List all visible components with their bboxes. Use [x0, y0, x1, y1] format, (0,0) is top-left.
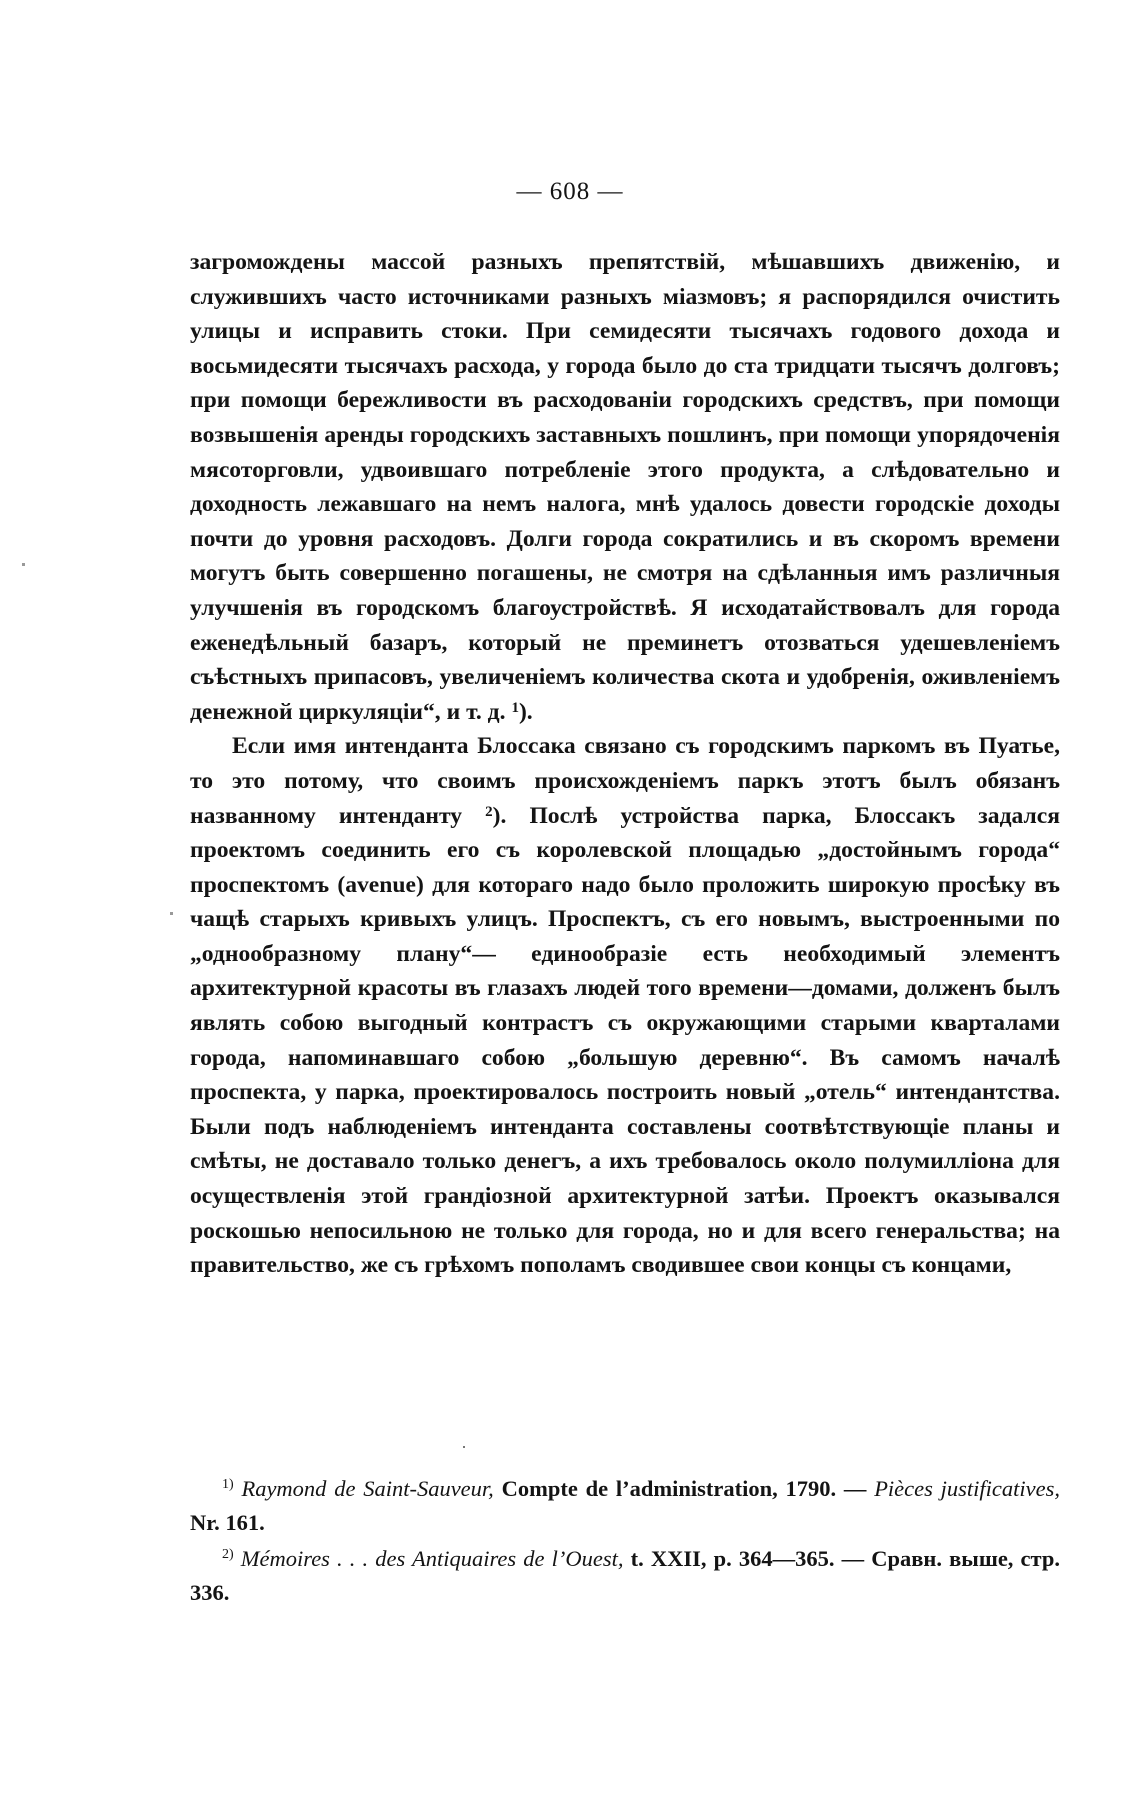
footnote-reference: t. XXII, p. 364—365. — Сравн. выше, стр. 336.: [190, 1546, 1061, 1605]
footnote-separator-dot: [463, 1446, 465, 1448]
footnote-ref: 2: [485, 803, 493, 820]
footnote-author: Raymond de Saint-Sauveur,: [241, 1476, 494, 1501]
paragraph-text: ).: [518, 698, 533, 725]
footnote: [190, 1542, 1060, 1610]
paragraph-text: Если имя интенданта Блоссака связано съ городскимъ паркомъ въ Пуатье, то это потому, что своимъ происхожденіемъ паркъ этотъ былъ обязанъ названному интенданту: [190, 733, 1060, 829]
footnote: [190, 1472, 1060, 1540]
scan-speck: [170, 912, 173, 915]
scan-speck: [22, 563, 25, 566]
paragraph-text: загромождены массой разныхъ препятствій, мѣшавшихъ движенію, и служившихъ часто источниками разныхъ міазмовъ; я распорядился очистить улицы и исправить стоки. При семидесяти тысячахъ годового дохода и восьмидесяти тысячахъ расхода, у города было до ста тридцати тысячъ долговъ; при помощи бережливости въ расходованіи городскихъ средствъ, при помощи возвышенія аренды городскихъ заставныхъ пошлинъ, при помощи упорядоченія мясоторговли, удвоившаго потребленіе этого продукта, а слѣдовательно и доходность лежавшаго на немъ налога, мнѣ удалось довести городскіе доходы почти до уровня расходовъ. Долги города сократились и въ скоромъ времени могутъ быть совершенно погашены, не смотря на сдѣланныя имъ различныя улучшенія въ городскомъ благоустройствѣ. Я исходатайствовалъ для города еженедѣльный базаръ, который не преминетъ отозваться удешевленіемъ съѣстныхъ припасовъ, увеличеніемъ количества скота и удобренія, оживленіемъ денежной циркуляціи“, и т. д.: [190, 249, 1060, 725]
paragraph: [190, 245, 1060, 729]
paragraph-text: ). Послѣ устройства парка, Блоссакъ задался проектомъ соединить его съ королевской площадью „достойнымъ города“ проспектомъ (avenue) для котораго надо было проложить широкую просѣку въ чащѣ старыхъ кривыхъ улицъ. Проспектъ, съ его новымъ, выстроенными по „однообразному плану“— единообразіе есть необходимый элементъ архитектурной красоты въ глазахъ людей того времени—домами, долженъ былъ являть собою выгодный контрастъ съ окружающими старыми кварталами города, напоминавшаго собою „большую деревню“. Въ самомъ началѣ проспекта, у парка, проектировалось построить новый „отель“ интендантства. Были подъ наблюденіемъ интенданта составлены соотвѣтствующіе планы и смѣты, не доставало только денегъ, а ихъ требовалось около полумилліона для осуществленія этой грандіозной архитектурной затѣи. Проектъ оказывался роскошью непосильною не только для города, но и для всего генеральства; на правительство, же съ грѣхомъ пополамъ сводившее свои концы съ концами,: [190, 802, 1060, 1279]
footnote-marker: 2): [222, 1547, 234, 1562]
footnote-ref: 1: [511, 699, 519, 716]
page-number: — 608 —: [516, 178, 624, 205]
footnotes: [190, 1472, 1060, 1612]
footnote-source: Mémoires . . . des Antiquaires de l’Ouest,: [240, 1546, 624, 1571]
footnote-section: Pièces justificatives,: [874, 1476, 1061, 1501]
main-text: [190, 245, 1060, 1283]
paragraph: [190, 729, 1060, 1283]
footnote-number: Nr. 161.: [190, 1510, 265, 1535]
footnote-marker: 1): [222, 1477, 234, 1492]
footnote-title: Compte de l’administration, 1790. —: [501, 1476, 867, 1501]
